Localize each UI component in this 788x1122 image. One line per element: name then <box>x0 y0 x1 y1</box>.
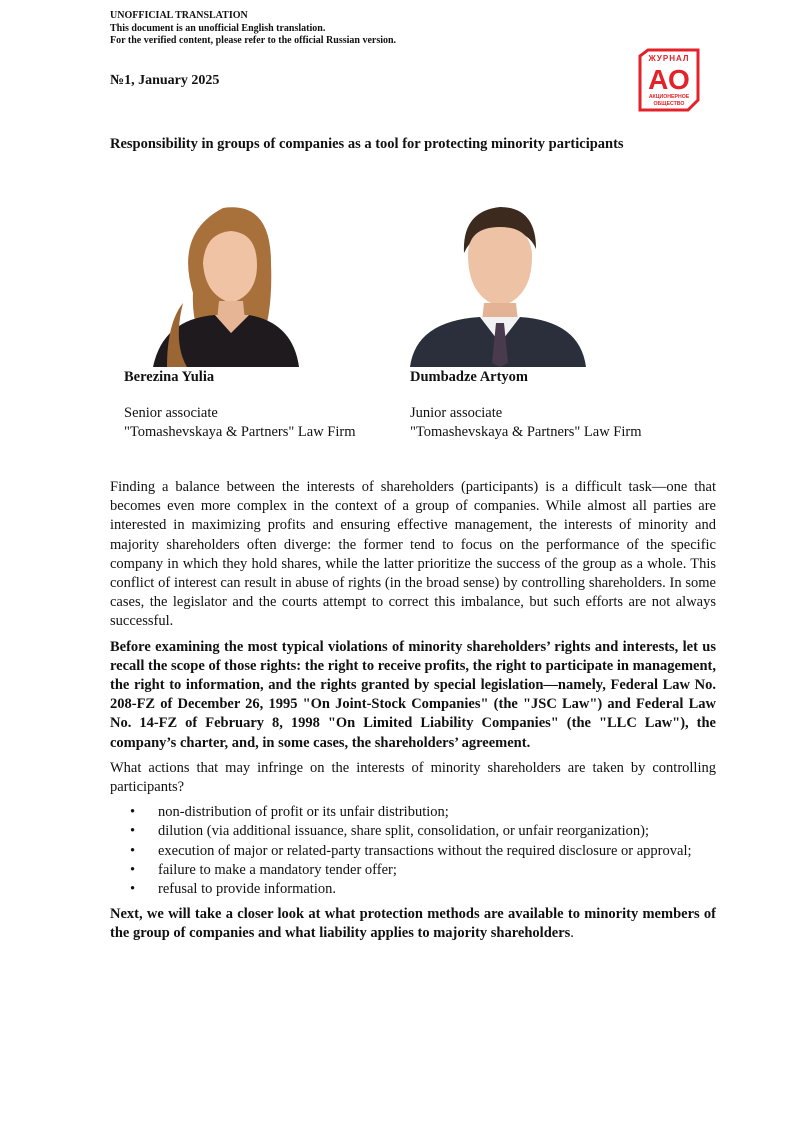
closing-period: . <box>570 925 574 942</box>
author-position: Junior associate <box>410 405 503 421</box>
bullet-icon: • <box>130 823 136 840</box>
bullet-list <box>110 803 716 899</box>
translation-notice <box>110 10 396 48</box>
author-position: Senior associate <box>124 405 218 421</box>
notice-line: UNOFFICIAL TRANSLATION <box>110 10 248 21</box>
journal-logo <box>636 46 700 114</box>
author-block <box>124 368 356 442</box>
bullet-icon: • <box>130 881 136 898</box>
bullet-icon: • <box>130 842 136 859</box>
list-item-text: execution of major or related-party transactions without the required disclosure or approval; <box>158 842 692 859</box>
author-photo <box>153 193 299 367</box>
author-firm: "Tomashevskaya & Partners" Law Firm <box>124 424 356 440</box>
list-item <box>110 880 716 899</box>
list-item <box>110 842 716 861</box>
list-item-text: dilution (via additional issuance, share split, consolidation, or unfair reorganization); <box>158 823 649 840</box>
journal-logo-icon <box>636 46 700 114</box>
logo-top-text: ЖУРНАЛ <box>648 54 690 63</box>
author-name: Dumbadze Artyom <box>410 369 529 385</box>
list-item-text: failure to make a mandatory tender offer; <box>158 861 397 878</box>
list-item-text: non-distribution of profit or its unfair distribution; <box>158 804 449 821</box>
list-item-text: refusal to provide information. <box>158 881 336 898</box>
issue-number: №1, January 2025 <box>110 73 220 88</box>
list-item <box>110 822 716 841</box>
article-title: Responsibility in groups of companies as a tool for protecting minority participants <box>110 136 624 152</box>
author-block <box>410 368 642 442</box>
notice-line: This document is an unofficial English translation. <box>110 22 326 34</box>
author-name: Berezina Yulia <box>124 369 215 385</box>
paragraph: What actions that may infringe on the interests of minority shareholders are taken by controlling participants? <box>110 759 716 796</box>
logo-big-text: АО <box>648 64 690 95</box>
closing-bold-text: Next, we will take a closer look at what protection methods are available to minority members of the group of companies and what liability applies to majority shareholders <box>110 906 716 942</box>
logo-bottom-text: АКЦИОНЕРНОЕ <box>648 94 690 100</box>
list-item <box>110 861 716 880</box>
paragraph: Finding a balance between the interests of shareholders (participants) is a difficult task—one that becomes even more complex in the context of a group of companies. While almost all parties are interested in maximizing profits and ensuring effective management, the interests of minority and majority shareholders often diverge: the former tend to focus on the performance of the specific company in which they hold shares, while the latter prioritize the success of the group as a whole. This conflict of interest can result in abuse of rights (in the broad sense) by controlling shareholders. In some cases, the legislator and the courts attempt to correct this imbalance, but such efforts are not always successful. <box>110 479 716 630</box>
list-item <box>110 803 716 822</box>
woman-portrait-icon <box>153 193 299 367</box>
bullet-icon: • <box>130 804 136 821</box>
paragraph-closing <box>110 905 716 943</box>
notice-line: For the verified content, please refer to the official Russian version. <box>110 35 397 46</box>
man-portrait-icon <box>410 193 586 367</box>
author-photo <box>410 193 586 367</box>
article-body <box>110 478 716 950</box>
author-firm: "Tomashevskaya & Partners" Law Firm <box>410 424 642 440</box>
paragraph-bold: Before examining the most typical violations of minority shareholders’ rights and interests, let us recall the scope of those rights: the right to receive profits, the right to participate in management, the right to information, and the rights granted by special legislation—namely, Federal Law No. 208-FZ of December 26, 1995 "On Joint-Stock Companies" (the "JSC Law") and Federal Law No. 14-FZ of February 8, 1998 "On Limited Liability Companies" (the "LLC Law"), the company’s charter, and, in some cases, the shareholders’ agreement. <box>110 638 716 751</box>
bullet-icon: • <box>130 861 136 878</box>
logo-bottom-text: ОБЩЕСТВО <box>653 101 685 107</box>
